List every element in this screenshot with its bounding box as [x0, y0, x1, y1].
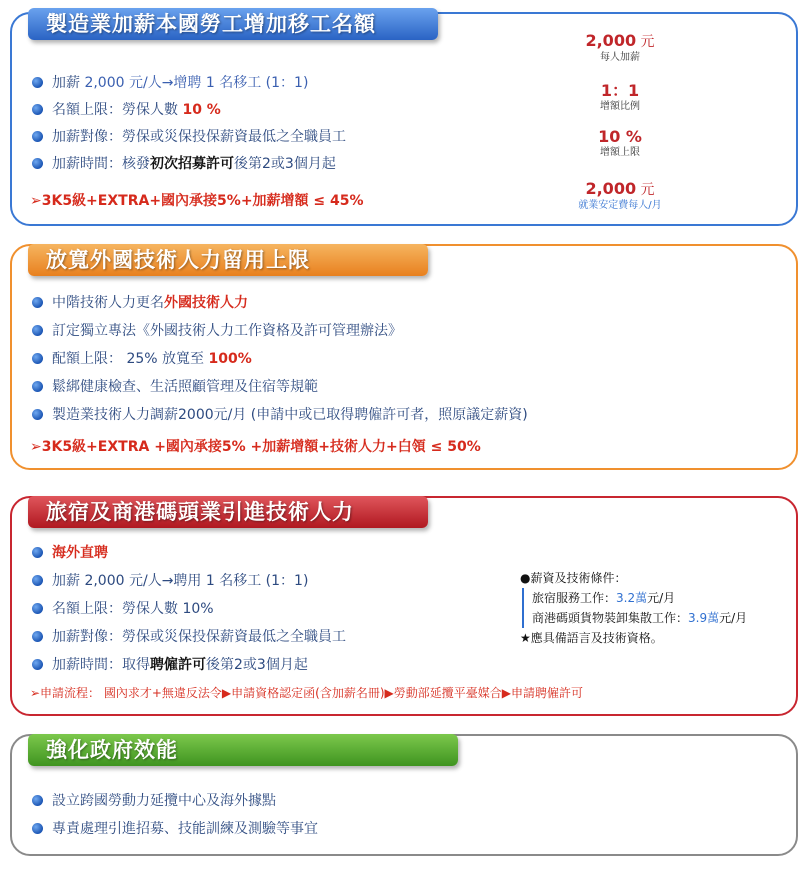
bullet-icon: [32, 547, 43, 558]
bullet-icon: [32, 381, 43, 392]
section-2-summary: ➢3K5級+EXTRA +國內承接5% +加薪增額+技術人力+白領 ≤ 50%: [30, 439, 481, 455]
section-2-panel: [10, 244, 798, 470]
list-item: 專責處理引進招募、技能訓練及測驗等事宜: [32, 822, 318, 836]
bullet-icon: [32, 353, 43, 364]
section-3-list: [32, 546, 346, 672]
bullet-icon: [32, 823, 43, 834]
list-item: 中階技術人力更名外國技術人力: [32, 296, 528, 310]
list-item: 加薪 2,000 元/人→聘用 1 名移工 (1：1): [32, 574, 346, 588]
stat-fee: 2,000 元 就業安定費每人/月: [578, 179, 662, 211]
section-1-panel: [10, 12, 798, 226]
conditions-line-2: 商港碼頭貨物裝卸集散工作：3.9萬元/月: [522, 608, 747, 628]
bullet-icon: [32, 409, 43, 420]
bullet-icon: [32, 659, 43, 670]
section-1-list: [32, 76, 346, 171]
bullet-icon: [32, 325, 43, 336]
list-item: 訂定獨立專法《外國技術人力工作資格及許可管理辦法》: [32, 324, 528, 338]
section-3-title: 旅宿及商港碼頭業引進技術人力: [28, 496, 428, 528]
section-4-title: 強化政府效能: [28, 734, 458, 766]
section-3-process: ➢申請流程： 國內求才+無違反法令▶申請資格認定函(含加薪名冊)▶勞動部延攬平臺媒合▶申請聘僱許可: [30, 686, 583, 700]
conditions-heading: ●薪資及技術條件：: [520, 571, 627, 585]
section-1-summary: ➢3K5級+EXTRA+國內承接5%+加薪增額 ≤ 45%: [30, 193, 364, 209]
conditions-line-1: 旅宿服務工作：3.2萬元/月: [522, 588, 747, 608]
list-item: 加薪時間：取得聘僱許可後第2或3個月起: [32, 658, 346, 672]
stat-cap: 10 % 增額上限: [598, 127, 642, 158]
section-4-list: [32, 794, 318, 836]
conditions-note: ★應具備語言及技術資格。: [520, 631, 663, 645]
bullet-icon: [32, 631, 43, 642]
section-3-panel: [10, 496, 798, 716]
section-4-panel: [10, 734, 798, 856]
bullet-icon: [32, 297, 43, 308]
section-2-title: 放寬外國技術人力留用上限: [28, 244, 428, 276]
list-item: 製造業技術人力調薪2000元/月 (申請中或已取得聘僱許可者，照原議定薪資): [32, 408, 528, 422]
list-item: 名額上限：勞保人數 10 %: [32, 103, 346, 117]
list-item: 加薪對像：勞保或災保投保薪資最低之全職員工: [32, 630, 346, 644]
list-item: 鬆綁健康檢查、生活照顧管理及住宿等規範: [32, 380, 528, 394]
bullet-icon: [32, 131, 43, 142]
stat-raise: 2,000 元 每人加薪: [585, 31, 655, 63]
bullet-icon: [32, 158, 43, 169]
list-item: 設立跨國勞動力延攬中心及海外據點: [32, 794, 318, 808]
section-1-title: 製造業加薪本國勞工增加移工名額: [28, 8, 438, 40]
list-item: 名額上限：勞保人數 10%: [32, 602, 346, 616]
bullet-icon: [32, 575, 43, 586]
list-item: 配額上限： 25% 放寬至 100%: [32, 352, 528, 366]
list-item: 加薪時間：核發初次招募許可後第2或3個月起: [32, 157, 346, 171]
conditions-box: [520, 568, 747, 648]
bullet-icon: [32, 77, 43, 88]
list-item: 加薪 2,000 元/人→增聘 1 名移工 (1：1): [32, 76, 346, 90]
list-item: 加薪對像：勞保或災保投保薪資最低之全職員工: [32, 130, 346, 144]
bullet-icon: [32, 104, 43, 115]
section-2-list: [32, 296, 528, 422]
list-item: 海外直聘: [32, 546, 346, 560]
stat-ratio: 1：1 增額比例: [600, 81, 640, 112]
bullet-icon: [32, 795, 43, 806]
bullet-icon: [32, 603, 43, 614]
